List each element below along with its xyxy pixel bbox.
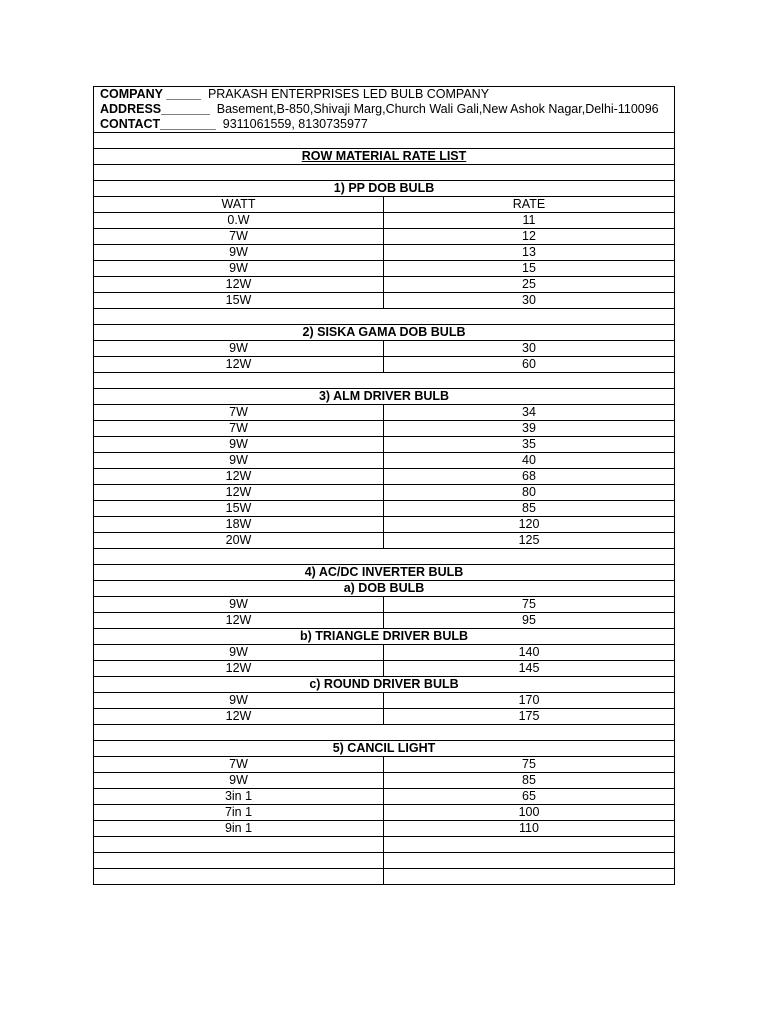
watt-cell: 9W	[94, 773, 384, 789]
table-row	[94, 693, 675, 709]
watt-cell: 7W	[94, 421, 384, 437]
rate-cell: 30	[384, 341, 675, 357]
rate-cell: 75	[384, 597, 675, 613]
watt-cell: 12W	[94, 277, 384, 293]
blank-row	[94, 869, 675, 885]
rate-cell: 35	[384, 437, 675, 453]
company-row	[94, 87, 675, 103]
table-row	[94, 805, 675, 821]
section-title-row	[94, 325, 675, 341]
title-row	[94, 149, 675, 165]
rate-cell: 11	[384, 213, 675, 229]
subsection-title: b) TRIANGLE DRIVER BULB	[94, 629, 675, 645]
rate-cell: 75	[384, 757, 675, 773]
table-row	[94, 517, 675, 533]
subsection-title: a) DOB BULB	[94, 581, 675, 597]
table-row	[94, 405, 675, 421]
watt-cell: 12W	[94, 661, 384, 677]
table-row	[94, 613, 675, 629]
watt-cell: 7in 1	[94, 805, 384, 821]
table-row	[94, 453, 675, 469]
contact-value: 9311061559, 8130735977	[222, 117, 368, 131]
rate-cell: 95	[384, 613, 675, 629]
subsection-title-row	[94, 677, 675, 693]
watt-cell: 18W	[94, 517, 384, 533]
section-title: 1) PP DOB BULB	[94, 181, 675, 197]
watt-cell: 0.W	[94, 213, 384, 229]
watt-cell: 9W	[94, 645, 384, 661]
rate-cell: 175	[384, 709, 675, 725]
table-row	[94, 533, 675, 549]
table-row	[94, 293, 675, 309]
section-title-row	[94, 741, 675, 757]
subsection-title-row	[94, 581, 675, 597]
watt-cell: 7W	[94, 229, 384, 245]
section-title: 3) ALM DRIVER BULB	[94, 389, 675, 405]
watt-cell: 7W	[94, 405, 384, 421]
table-row	[94, 645, 675, 661]
contact-row	[94, 117, 675, 133]
section-title-row	[94, 181, 675, 197]
watt-cell: 9W	[94, 341, 384, 357]
section-title: 2) SISKA GAMA DOB BULB	[94, 325, 675, 341]
rate-cell: 39	[384, 421, 675, 437]
table-row	[94, 757, 675, 773]
table-row	[94, 277, 675, 293]
address-label: ADDRESS_______	[100, 102, 210, 116]
page-title: ROW MATERIAL RATE LIST	[94, 149, 675, 165]
address-cell	[94, 102, 675, 117]
rate-cell: 80	[384, 485, 675, 501]
watt-column-header: WATT	[94, 197, 384, 213]
section-title: 5) CANCIL LIGHT	[94, 741, 675, 757]
rate-cell: 100	[384, 805, 675, 821]
table-row	[94, 661, 675, 677]
table-row	[94, 341, 675, 357]
rate-cell: 120	[384, 517, 675, 533]
watt-cell: 12W	[94, 485, 384, 501]
watt-cell: 9W	[94, 597, 384, 613]
rate-cell: 85	[384, 501, 675, 517]
blank-row	[94, 309, 675, 325]
rate-cell: 40	[384, 453, 675, 469]
table-row	[94, 709, 675, 725]
blank-row	[94, 373, 675, 389]
blank-row	[94, 133, 675, 149]
watt-cell: 9in 1	[94, 821, 384, 837]
rate-cell: 25	[384, 277, 675, 293]
subsection-title: c) ROUND DRIVER BULB	[94, 677, 675, 693]
subsection-title-row	[94, 629, 675, 645]
watt-cell: 12W	[94, 469, 384, 485]
watt-cell: 15W	[94, 501, 384, 517]
rate-cell: 30	[384, 293, 675, 309]
watt-cell: 9W	[94, 453, 384, 469]
table-row	[94, 773, 675, 789]
table-row	[94, 421, 675, 437]
watt-cell: 9W	[94, 261, 384, 277]
section-title-row	[94, 389, 675, 405]
rate-cell: 15	[384, 261, 675, 277]
table-row	[94, 485, 675, 501]
watt-cell: 9W	[94, 437, 384, 453]
table-row	[94, 821, 675, 837]
rate-cell: 34	[384, 405, 675, 421]
table-row	[94, 789, 675, 805]
blank-row	[94, 853, 675, 869]
watt-cell: 20W	[94, 533, 384, 549]
watt-cell: 12W	[94, 357, 384, 373]
address-value: Basement,B-850,Shivaji Marg,Church Wali Gali,New Ashok Nagar,Delhi-110096	[216, 102, 659, 116]
watt-cell: 7W	[94, 757, 384, 773]
watt-cell: 12W	[94, 709, 384, 725]
rate-list-sheet	[93, 86, 675, 885]
rate-cell: 12	[384, 229, 675, 245]
rate-cell: 68	[384, 469, 675, 485]
table-row	[94, 213, 675, 229]
rate-cell: 65	[384, 789, 675, 805]
blank-row	[94, 165, 675, 181]
rate-list-body	[94, 87, 675, 885]
address-row	[94, 102, 675, 117]
table-row	[94, 597, 675, 613]
rate-cell: 85	[384, 773, 675, 789]
blank-row	[94, 549, 675, 565]
watt-cell: 12W	[94, 613, 384, 629]
rate-cell: 13	[384, 245, 675, 261]
rate-cell: 145	[384, 661, 675, 677]
table-row	[94, 501, 675, 517]
table-row	[94, 437, 675, 453]
rate-cell: 110	[384, 821, 675, 837]
blank-row	[94, 837, 675, 853]
section-title-row	[94, 565, 675, 581]
table-row	[94, 229, 675, 245]
table-row	[94, 469, 675, 485]
blank-row	[94, 725, 675, 741]
rate-column-header: RATE	[384, 197, 675, 213]
watt-cell: 3in 1	[94, 789, 384, 805]
table-row	[94, 261, 675, 277]
rate-cell: 125	[384, 533, 675, 549]
table-row	[94, 245, 675, 261]
rate-cell: 60	[384, 357, 675, 373]
contact-label: CONTACT________	[100, 117, 216, 131]
watt-cell: 9W	[94, 245, 384, 261]
watt-cell: 9W	[94, 693, 384, 709]
table-row	[94, 357, 675, 373]
company-cell	[94, 87, 675, 103]
company-value: PRAKASH ENTERPRISES LED BULB COMPANY	[207, 87, 490, 101]
section-title: 4) AC/DC INVERTER BULB	[94, 565, 675, 581]
column-header-row	[94, 197, 675, 213]
watt-cell: 15W	[94, 293, 384, 309]
rate-cell: 140	[384, 645, 675, 661]
company-label: COMPANY _____	[100, 87, 201, 101]
contact-cell	[94, 117, 675, 133]
rate-cell: 170	[384, 693, 675, 709]
